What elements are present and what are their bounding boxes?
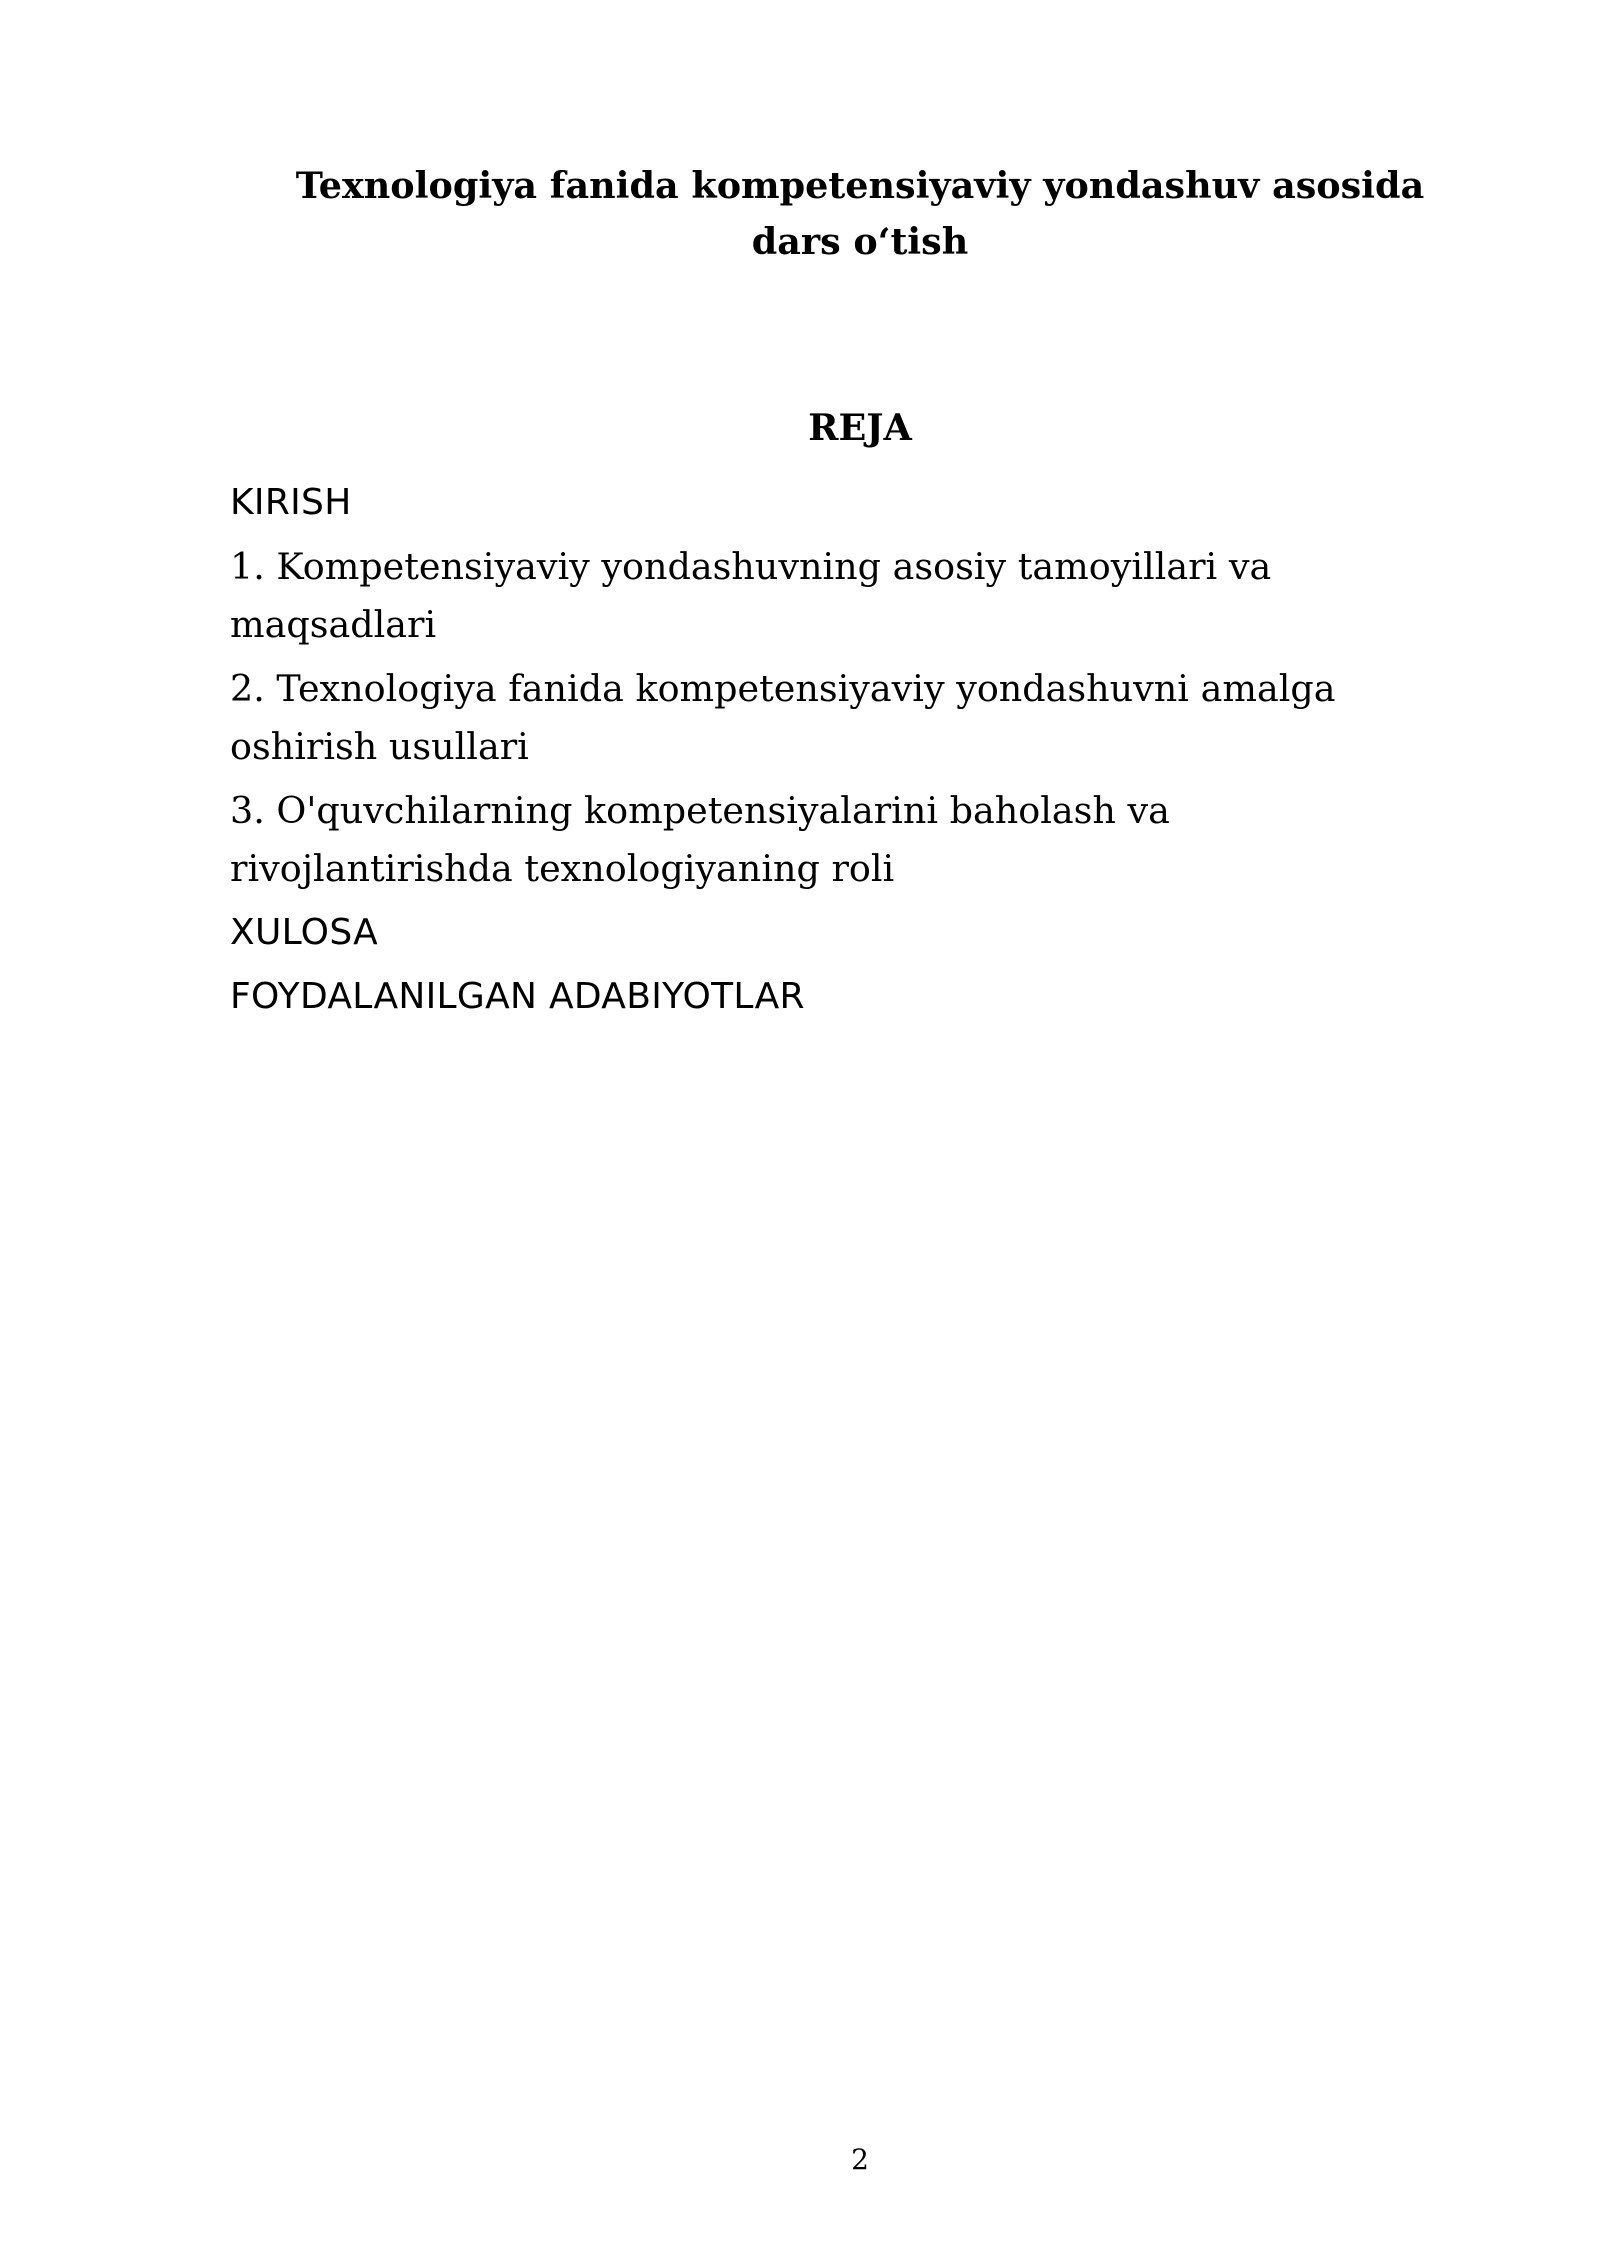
document-title-line-2: dars o‘tish	[751, 220, 969, 263]
page-number: 2	[851, 2143, 869, 2176]
plan-item-conclusion: XULOSA	[230, 912, 379, 953]
plan-list	[230, 474, 1410, 1032]
plan-item-3: 3. O'quvchilarning kompetensiyalarini baholash va rivojlantirishda texnologiyaning roli	[230, 789, 1170, 890]
plan-item-references: FOYDALANILGAN ADABIYOTLAR	[230, 976, 805, 1017]
document-title	[230, 158, 1490, 270]
plan-item-2: 2. Texnologiya fanida kompetensiyaviy yondashuvni amalga oshirish usullari	[230, 667, 1336, 768]
plan-item-introduction: KIRISH	[230, 482, 352, 523]
plan-item-1: 1. Kompetensiyaviy yondashuvning asosiy tamoyillari va maqsadlari	[230, 545, 1272, 646]
document-title-line-1: Texnologiya fanida kompetensiyaviy yondashuv asosida	[295, 164, 1425, 207]
plan-heading: REJA	[808, 406, 912, 449]
